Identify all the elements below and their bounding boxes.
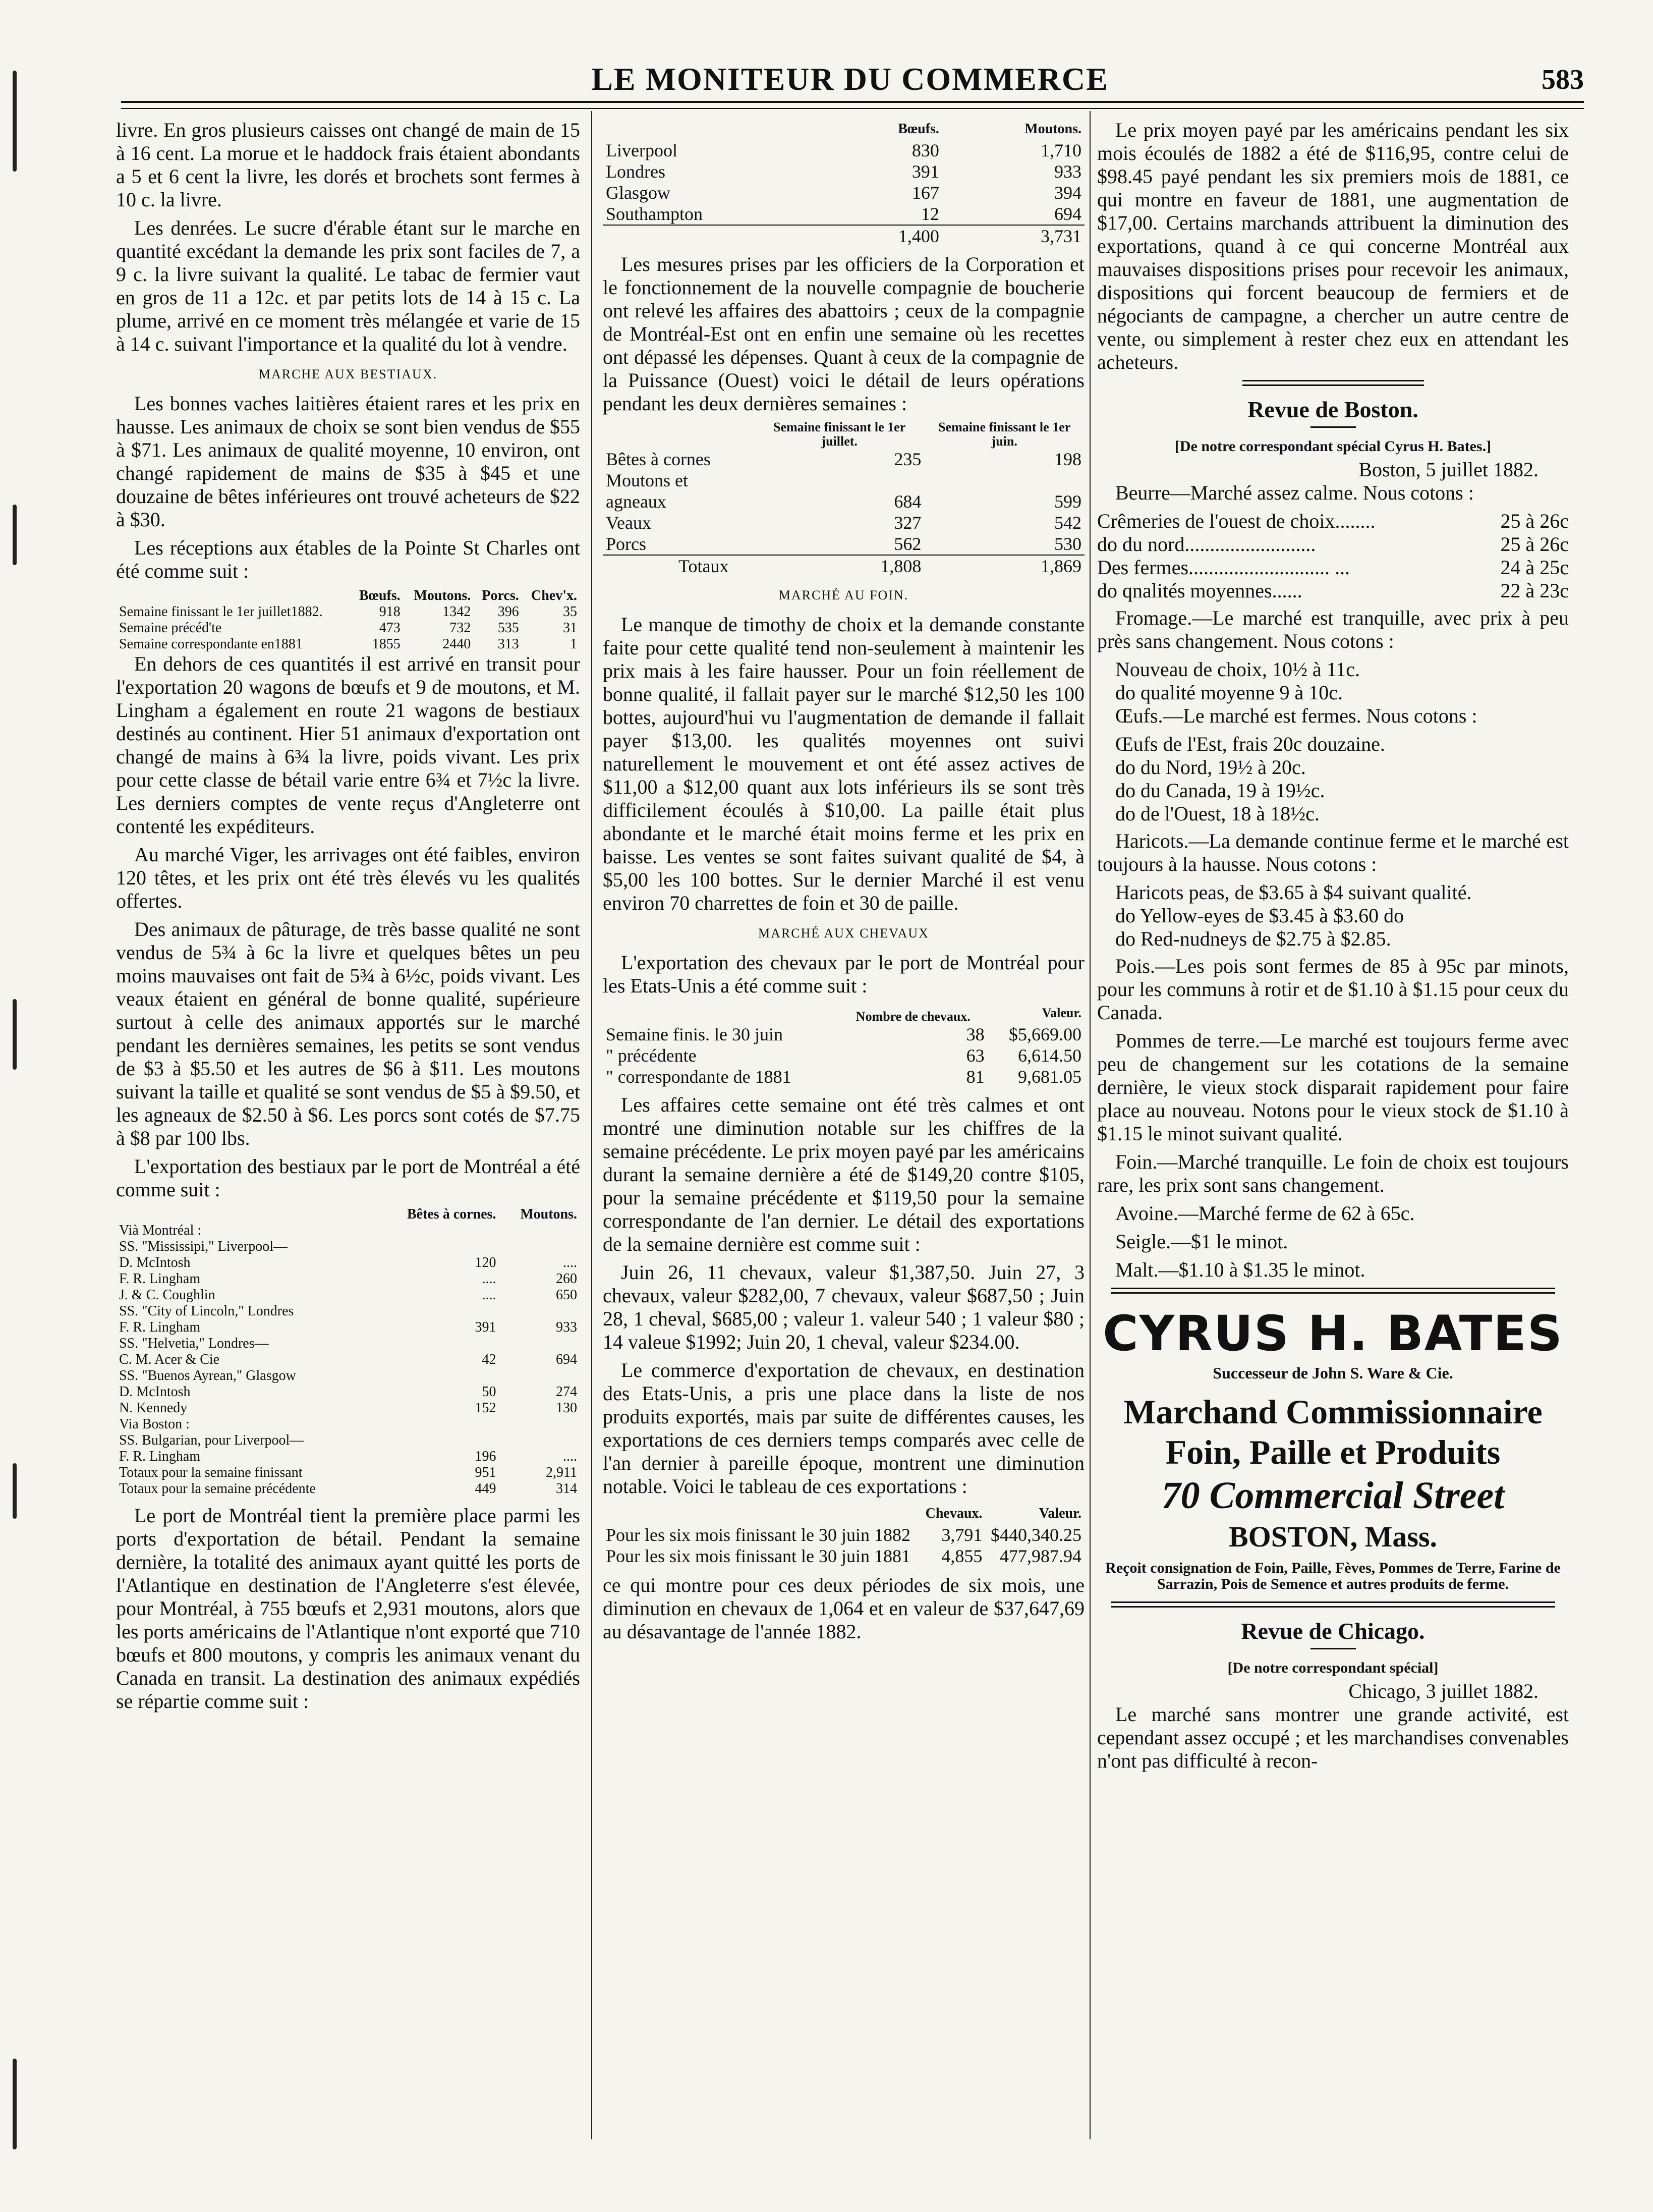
receptions-table	[116, 588, 580, 652]
table-cell: D. McIntosh	[119, 1384, 191, 1400]
table-cell: 314	[556, 1481, 577, 1497]
table-cell: 1,400	[835, 225, 942, 247]
table-header-row	[603, 1003, 1085, 1024]
ad-line: Foin, Paille et Produits	[1165, 1433, 1501, 1471]
table-cell: Totaux pour la semaine précédente	[119, 1481, 316, 1497]
table-header	[603, 1503, 921, 1524]
table-cell: 130	[556, 1400, 577, 1416]
table-cell: ....	[563, 1255, 577, 1270]
table-cell	[499, 1223, 580, 1239]
table-cell: 50	[482, 1384, 496, 1400]
paragraph: Les mesures prises par les officiers de la Corporation et le fonctionnement de la nouvelle compagnie de boucherie ont relevé les affaires des abattoirs ; ceux de la compagnie de Montréal-Est ont en enfin une semaine où les recettes ont dépassé les dépenses. Quant à ceux de la compagnie de la Puissance (Ouest) voici le détail de leurs opérations pendant les deux dernières semaines :	[603, 253, 1085, 415]
table-row	[116, 1449, 580, 1465]
table-cell: 684	[894, 491, 922, 512]
table-cell: 42	[482, 1352, 496, 1367]
table-total-row	[603, 555, 1085, 577]
table-cell: 3,791	[941, 1525, 983, 1545]
paragraph: Le marché sans montrer une grande activité, est cependant assez occupé ; et les marchandises convenables n'ont pas difficulté à recon-	[1097, 1703, 1569, 1772]
table-cell	[377, 1416, 499, 1432]
table-cell: Pour les six mois finissant le 30 juin 1881	[606, 1546, 911, 1566]
table-cell: 327	[894, 513, 922, 533]
table-cell: F. R. Lingham	[119, 1319, 201, 1335]
table-cell	[499, 1336, 580, 1352]
paragraph: Au marché Viger, les arrivages ont été faibles, environ 120 têtes, et les prix ont été très élevés vu les qualités offertes.	[116, 843, 580, 912]
price-line	[1097, 533, 1569, 556]
ad-fine-print: Reçoit consignation de Foin, Paille, Fèves, Pommes de Terre, Farine de Sarrazin, Pois de Semence et autres produits de ferme.	[1105, 1560, 1561, 1592]
table-cell: Bêtes à cornes	[606, 449, 711, 469]
double-rule	[1111, 1288, 1555, 1294]
table-cell: SS. "City of Lincoln," Londres	[119, 1303, 294, 1319]
price-value: 25 à 26c	[1500, 533, 1569, 556]
table-cell: 9,681.05	[1018, 1067, 1081, 1087]
export-table	[116, 1206, 580, 1497]
table-cell: 274	[556, 1384, 577, 1400]
paragraph: En dehors de ces quantités il est arrivé en transit pour l'exportation 20 wagons de bœufs et 9 de moutons, et M. Lingham a également en route 21 wagons de bestiaux destinés au continent. Hier 51 animaux d'exportation ont changé de mains à 6¾ la livre, poids vivant. Les prix pour cette classe de bétail varie entre 6¾ et 7½c la livre. Les derniers comptes de vente reçus d'Angleterre ont contenté les expéditeurs.	[116, 652, 580, 838]
table-cell: 918	[379, 604, 401, 620]
table-cell: 12	[921, 204, 939, 224]
header-rule	[121, 101, 1584, 103]
price-line: do du Nord, 19½ à 20c.	[1115, 756, 1306, 779]
table-header: Semaine finissant le 1er juillet.	[773, 420, 906, 449]
table-cell: Semaine correspondante en1881	[119, 636, 303, 652]
table-header-row	[603, 119, 1085, 140]
table-header: Moutons.	[1024, 121, 1081, 137]
paragraph: Les réceptions aux étables de la Pointe St Charles ont été comme suit :	[116, 536, 580, 582]
table-header: Chevaux.	[925, 1506, 983, 1521]
table-cell: Moutons et agneaux	[606, 470, 689, 512]
table-cell: 650	[556, 1287, 577, 1303]
column-2	[603, 119, 1085, 1648]
destination-table	[603, 119, 1085, 247]
price-label: do du nord..........................	[1097, 533, 1316, 556]
table-row	[603, 1545, 1085, 1567]
table-cell: 394	[1054, 183, 1081, 203]
price-line	[1097, 556, 1569, 579]
table-cell: J. & C. Coughlin	[119, 1287, 215, 1303]
paragraph: Malt.—$1.10 à $1.35 le minot.	[1115, 1258, 1365, 1281]
page-title: LE MONITEUR DU COMMERCE	[591, 61, 1109, 97]
table-cell: 391	[911, 161, 939, 182]
table-header	[116, 588, 351, 604]
margin-mark	[13, 505, 17, 565]
column-1	[116, 119, 580, 1718]
paragraph: ce qui montre pour ces deux périodes de six mois, une diminution en chevaux de 1,064 et en valeur de $37,647,69 au désavantage de l'année 1882.	[603, 1574, 1085, 1643]
price-label: Des fermes............................ ...	[1097, 556, 1350, 579]
table-cell: $440,340.25	[991, 1525, 1081, 1545]
table-cell: 396	[497, 604, 519, 620]
table-row	[603, 1045, 1085, 1066]
table-row	[603, 512, 1085, 533]
table-cell: F. R. Lingham	[119, 1449, 201, 1464]
table-row	[603, 1066, 1085, 1087]
table-total-row	[603, 225, 1085, 247]
paragraph: Foin.—Marché tranquille. Le foin de choix est toujours rare, les prix sont sans changement.	[1097, 1150, 1569, 1196]
table-cell: 951	[475, 1465, 496, 1480]
table-row	[116, 620, 580, 636]
table-cell: ....	[482, 1287, 496, 1303]
price-line: do qualité moyenne 9 à 10c.	[1115, 681, 1343, 704]
table-cell: Porcs	[606, 534, 646, 554]
table-row	[116, 1287, 580, 1303]
chicago-heading: Revue de Chicago.	[1241, 1618, 1425, 1644]
table-cell: 694	[556, 1352, 577, 1367]
table-cell: 1	[570, 636, 577, 652]
dateline: Boston, 5 juillet 1882.	[1358, 458, 1538, 481]
paragraph: L'exportation des bestiaux par le port de Montréal a été comme suit :	[116, 1155, 580, 1201]
table-cell: 38	[966, 1024, 985, 1044]
table-header: Semaine finissant le 1er juin.	[938, 420, 1071, 449]
table-header: Bœufs.	[898, 121, 939, 137]
price-line: Haricots peas, de $3.65 à $4 suivant qualité.	[1115, 881, 1472, 904]
paragraph: L'exportation des chevaux par le port de Montréal pour les Etats-Unis a été comme suit :	[603, 951, 1085, 997]
section-heading: MARCHE AUX BESTIAUX.	[258, 367, 438, 381]
table-cell: Via Boston :	[119, 1416, 190, 1432]
table-row	[116, 1255, 580, 1271]
price-label: Crêmeries de l'ouest de choix........	[1097, 510, 1376, 532]
table-header: Chev'x.	[531, 588, 577, 603]
paragraph: Haricots.—La demande continue ferme et le marché est toujours à la hausse. Nous cotons :	[1097, 830, 1569, 875]
table-cell: 530	[1054, 534, 1081, 554]
table-cell: 63	[966, 1045, 985, 1066]
table-cell	[377, 1368, 499, 1384]
table-cell: 830	[911, 140, 939, 160]
table-cell	[499, 1239, 580, 1255]
table-header	[603, 119, 835, 140]
table-header: Valeur.	[1042, 1006, 1081, 1020]
table-cell: 6,614.50	[1018, 1045, 1081, 1066]
table-row	[116, 1352, 580, 1368]
table-cell: Londres	[606, 161, 665, 182]
table-header-row	[603, 420, 1085, 449]
table-cell: " correspondante de 1881	[606, 1067, 791, 1087]
table-cell: 694	[1054, 204, 1081, 224]
table-header: Moutons.	[414, 588, 471, 603]
table-cell: 260	[556, 1271, 577, 1287]
table-header	[603, 1003, 839, 1024]
table-cell: 1,710	[1041, 140, 1081, 160]
paragraph: Les bonnes vaches laitières étaient rares et les prix en hausse. Les animaux de choix se sont bien vendus de $55 à $71. Les animaux de qualité moyenne, 10 environ, ont changé rapidement de mains de $35 à $45 et une douzaine de bêtes inférieures ont trouvé acheteurs de $22 à $30.	[116, 392, 580, 531]
table-row	[116, 1368, 580, 1384]
table-row	[116, 1465, 580, 1481]
price-line: do du Canada, 19 à 19½c.	[1115, 779, 1325, 802]
table-cell: 449	[475, 1481, 496, 1497]
table-cell: 2440	[442, 636, 471, 652]
table-cell	[499, 1303, 580, 1319]
dateline: Chicago, 3 juillet 1882.	[1348, 1680, 1538, 1702]
price-line: do Yellow-eyes de $3.45 à $3.60 do	[1115, 904, 1404, 927]
ad-line: Marchand Commissionnaire	[1123, 1393, 1543, 1431]
table-cell: Totaux	[603, 555, 755, 577]
table-row	[116, 1271, 580, 1287]
table-cell: Semaine précéd'te	[119, 620, 222, 636]
table-cell	[377, 1239, 499, 1255]
table-row	[603, 470, 1085, 512]
price-line	[1097, 510, 1569, 533]
paragraph: Fromage.—Le marché est tranquille, avec prix à peu près sans changement. Nous cotons :	[1097, 606, 1569, 652]
table-header-row	[116, 588, 580, 604]
table-header	[116, 1206, 377, 1223]
table-header: Valeur.	[1039, 1506, 1081, 1521]
section-heading: MARCHÉ AUX CHEVAUX	[758, 926, 929, 941]
table-row	[116, 1416, 580, 1432]
table-cell: 933	[556, 1319, 577, 1335]
table-row	[116, 636, 580, 652]
table-cell: 2,911	[546, 1465, 577, 1480]
price-line	[1097, 579, 1569, 602]
table-row	[116, 1432, 580, 1449]
margin-mark	[13, 1463, 17, 1519]
table-row	[603, 203, 1085, 225]
short-rule	[1310, 1648, 1356, 1649]
table-cell: $5,669.00	[1009, 1024, 1081, 1044]
horse-export-table	[603, 1003, 1085, 1087]
boston-heading: Revue de Boston.	[1247, 397, 1418, 422]
table-cell: 732	[449, 620, 471, 636]
table-cell	[603, 225, 835, 247]
table-cell: ....	[563, 1449, 577, 1464]
table-row	[603, 449, 1085, 470]
paragraph: Le prix moyen payé par les américains pendant les six mois écoulés de 1882 a été de $116,95, contre celui de $98.45 payé pendant les six premiers mois de 1881, ce qui montre en faveur de 1881, une augmentation de $17,00. Certains marchands attribuent la diminution des exportations, quand à ce qui concerne Montréal aux mauvaises dispositions prises pour recevoir les animaux, dispositions qui forcent beaucoup de fermiers et de négociants de campagne, a chercher un autre centre de vente, ou simplement à rester chez eux en attendant les acheteurs.	[1097, 119, 1569, 373]
six-months-table	[603, 1503, 1085, 1567]
price-line: Œufs de l'Est, frais 20c douzaine.	[1115, 733, 1385, 755]
paragraph: livre. En gros plusieurs caisses ont changé de main de 15 à 16 cent. La morue et le haddock frais étaient abondants a 5 et 6 cent la livre, les dorés et brochets sont fermes à 10 c. la livre.	[116, 119, 580, 211]
table-cell: 81	[966, 1067, 985, 1087]
table-row	[603, 533, 1085, 555]
table-cell	[377, 1303, 499, 1319]
page-number: 583	[1542, 64, 1584, 95]
table-header: Nombre de chevaux.	[856, 1009, 971, 1024]
table-cell: N. Kennedy	[119, 1400, 188, 1416]
paragraph: Des animaux de pâturage, de très basse qualité ne sont vendus de 5¾ à 6c la livre et quelques bêtes un peu moins mauvaises ont fait de 5¾ à 6½c, poids vivant. Les veaux étaient en général de bonne qualité, supérieure surtout à celle des animaux apportés sur le marché pendant les dernières semaines, les petits se sont vendus de $3 à $5.50 et les autres de $6 à $11. Les moutons suivant la taille et qualité se sont vendus de $5 à $9.50, et les agneaux de $2.50 à $6. Les porcs sont cotés de $7.75 à $8 par 100 lbs.	[116, 918, 580, 1149]
table-cell: Liverpool	[606, 140, 677, 160]
table-cell: 235	[894, 449, 922, 469]
table-row	[116, 1400, 580, 1416]
table-cell: 120	[475, 1255, 496, 1270]
price-line: do Red-nudneys de $2.75 à $2.85.	[1115, 927, 1391, 950]
column-separator	[591, 111, 592, 2139]
table-cell	[499, 1416, 580, 1432]
paragraph: Beurre—Marché assez calme. Nous cotons :	[1115, 481, 1474, 504]
paragraph: Seigle.—$1 le minot.	[1115, 1230, 1288, 1253]
table-cell: Glasgow	[606, 183, 670, 203]
table-cell: 599	[1054, 491, 1081, 512]
table-row	[603, 161, 1085, 182]
table-cell: 562	[894, 534, 922, 554]
section-heading: MARCHÉ AU FOIN.	[778, 588, 909, 602]
table-cell: Pour les six mois finissant le 30 juin 1882	[606, 1525, 911, 1545]
table-cell: 1,808	[755, 555, 924, 577]
table-cell: Southampton	[606, 204, 703, 224]
table-row	[116, 1223, 580, 1239]
table-cell: 1855	[372, 636, 401, 652]
paragraph: Le port de Montréal tient la première place parmi les ports d'exportation de bétail. Pendant la semaine dernière, la totalité des animaux ayant quitté les ports de l'Atlantique en destination de l'Angleterre s'est élevée, pour Montréal, à 755 bœufs et 2,931 moutons, alors que les ports américains de l'Atlantique n'ont exporté que 710 bœufs et 800 moutons, y compris les animaux venant du Canada en transit. La destination des animaux expédiés se répartie comme suit :	[116, 1504, 580, 1712]
table-cell	[377, 1223, 499, 1239]
table-cell: SS. "Mississipi," Liverpool—	[119, 1239, 288, 1254]
paragraph: Pommes de terre.—Le marché est toujours ferme avec peu de changement sur les cotations de la semaine dernière, le vieux stock disparait rapidement pour faire place au nouveau. Notons pour le vieux stock de $1.10 à $1.15 le minot suivant qualité.	[1097, 1029, 1569, 1145]
table-cell: " précédente	[606, 1045, 697, 1066]
table-cell: F. R. Lingham	[119, 1271, 201, 1287]
price-value: 25 à 26c	[1500, 510, 1569, 532]
table-cell: SS. "Buenos Ayrean," Glasgow	[119, 1368, 296, 1384]
table-header: Bêtes à cornes.	[407, 1206, 496, 1222]
paragraph: Le commerce d'exportation de chevaux, en destination des Etats-Unis, a pris une place dans la liste de nos produits exportés, mais par suite de différentes causes, les exportations de ces derniers temps comparés avec celle de l'an dernier à pareille époque, montrent une diminution notable. Voici le tableau de ces exportations :	[603, 1359, 1085, 1498]
table-cell: Vià Montréal :	[119, 1223, 202, 1238]
table-row	[603, 182, 1085, 203]
table-cell: ....	[482, 1271, 496, 1287]
table-row	[603, 1024, 1085, 1045]
short-rule	[1310, 426, 1356, 428]
paragraph: Juin 26, 11 chevaux, valeur $1,387,50. Juin 27, 3 chevaux, valeur $282,00, 7 chevaux, valeur $687,50 ; Juin 28, 1 cheval, $685,00 ; valeur 1. valeur 540 ; 1 valeur $80 ; 14 valeue $1992; Juin 20, 1 cheval, valeur $234.00.	[603, 1261, 1085, 1353]
double-rule	[1111, 1601, 1555, 1608]
margin-mark	[13, 2059, 17, 2149]
price-line: Nouveau de choix, 10½ à 11c.	[1115, 658, 1360, 681]
table-cell	[499, 1432, 580, 1449]
advertisement	[1097, 1306, 1569, 1592]
table-cell: Totaux pour la semaine finissant	[119, 1465, 303, 1480]
table-header: Moutons.	[520, 1206, 577, 1222]
table-cell: 933	[1054, 161, 1081, 182]
table-row	[603, 1524, 1085, 1545]
table-cell: 152	[475, 1400, 496, 1416]
price-line: do de l'Ouest, 18 à 18½c.	[1115, 802, 1320, 825]
correspondent-note: [De notre correspondant spécial]	[1227, 1660, 1439, 1676]
table-header-row	[603, 1503, 1085, 1524]
table-cell: 542	[1054, 513, 1081, 533]
table-row	[116, 1384, 580, 1400]
ad-successor: Successeur de John S. Ware & Cie.	[1213, 1364, 1453, 1382]
table-cell: 198	[1054, 449, 1081, 469]
margin-mark	[13, 999, 17, 1070]
correspondent-note: [De notre correspondant spécial Cyrus H. Bates.]	[1174, 438, 1492, 455]
price-label: do qnalités moyennes......	[1097, 579, 1302, 602]
header-rule-thin	[121, 108, 1584, 109]
table-cell: 477,987.94	[1000, 1546, 1081, 1566]
table-cell: C. M. Acer & Cie	[119, 1352, 220, 1367]
table-cell: 535	[497, 620, 519, 636]
table-cell: SS. "Helvetia," Londres—	[119, 1336, 269, 1351]
table-header	[603, 420, 755, 449]
table-header-row	[116, 1206, 580, 1223]
paragraph: Les denrées. Le sucre d'érable étant sur le marche en quantité excédant la demande les prix sont faciles de 7, a 9 c. la livre suivant la qualité. Le tabac de fermier vaut en gros de 11 a 12c. et par petits lots de 14 à 15 c. La plume, arrivé en ce moment très mélangée et varie de 15 à 14 c. suivant l'importance et la qualité du lot à vendre.	[116, 216, 580, 355]
double-rule	[1242, 380, 1424, 386]
table-cell	[377, 1336, 499, 1352]
ad-street: 70 Commercial Street	[1161, 1474, 1505, 1517]
table-header: Bœufs.	[359, 588, 401, 603]
table-cell: 1,869	[924, 555, 1085, 577]
paragraph: Les affaires cette semaine ont été très calmes et ont montré une diminution notable sur les chiffres de la semaine précédente. Le prix moyen payé par les américains durant la semaine dernière a été de $149,20 contre $105, pour la semaine précédente et $119,50 pour la semaine correspondante de l'an dernier. Le détail des exportations de la semaine dernière est comme suit :	[603, 1093, 1085, 1255]
page-header	[116, 61, 1584, 106]
table-row	[116, 1303, 580, 1319]
table-cell	[377, 1432, 499, 1449]
table-cell: 3,731	[942, 225, 1085, 247]
abattoir-table	[603, 420, 1085, 577]
table-cell: 35	[563, 604, 577, 620]
table-cell: 473	[379, 620, 401, 636]
table-header: Porcs.	[482, 588, 519, 603]
ad-city: BOSTON, Mass.	[1228, 1520, 1438, 1553]
table-cell: D. McIntosh	[119, 1255, 191, 1270]
paragraph: Le manque de timothy de choix et la demande constante faite pour cette qualité tend non-seulement à maintenir les prix mais à les faire hausser. Pour un foin réellement de bonne qualité, il fallait payer sur le marché $12,50 les 100 bottes, aujourd'hui vu l'augmentation de demande il fallait payer $13,00. les qualités moyennes ont suivi naturellement le mouvement et ont été assez actives de $11,00 a $12,00 quant aux lots inférieurs ils se sont très difficilement écoulés à $10,00. La paille était plus abondante et le marché était moins ferme et les prix en baisse. Les ventes se sont faites suivant qualité de $4, à $5,00 les 100 bottes. Sur le dernier Marché il est venu environ 70 charrettes de foin et 30 de paille.	[603, 613, 1085, 914]
table-cell: 167	[911, 183, 939, 203]
table-cell: 31	[563, 620, 577, 636]
table-cell: 391	[475, 1319, 496, 1335]
table-cell	[499, 1368, 580, 1384]
table-row	[116, 1481, 580, 1497]
table-cell: 196	[475, 1449, 496, 1464]
paragraph: Œufs.—Le marché est fermes. Nous cotons :	[1115, 704, 1477, 727]
price-value: 24 à 25c	[1500, 556, 1569, 579]
paragraph: Pois.—Les pois sont fermes de 85 à 95c par minots, pour les communs à rotir et de $1.10 à $1.15 pour ceux du Canada.	[1097, 955, 1569, 1024]
table-cell: Veaux	[606, 513, 651, 533]
table-cell: Semaine finis. le 30 juin	[606, 1024, 783, 1044]
paragraph: Avoine.—Marché ferme de 62 à 65c.	[1115, 1202, 1415, 1225]
table-row	[116, 604, 580, 620]
table-row	[116, 1319, 580, 1336]
table-cell: Semaine finissant le 1er juillet1882.	[119, 604, 323, 620]
column-separator	[1090, 111, 1091, 2139]
margin-mark	[13, 71, 17, 172]
table-cell: 1342	[442, 604, 471, 620]
table-row	[116, 1239, 580, 1255]
table-row	[116, 1336, 580, 1352]
table-cell: SS. Bulgarian, pour Liverpool—	[119, 1432, 304, 1448]
table-cell: 4,855	[941, 1546, 983, 1566]
table-row	[603, 140, 1085, 161]
price-value: 22 à 23c	[1500, 579, 1569, 602]
table-cell: 313	[497, 636, 519, 652]
ad-name: CYRUS H. BATES	[1103, 1305, 1563, 1362]
column-3	[1097, 119, 1569, 1778]
